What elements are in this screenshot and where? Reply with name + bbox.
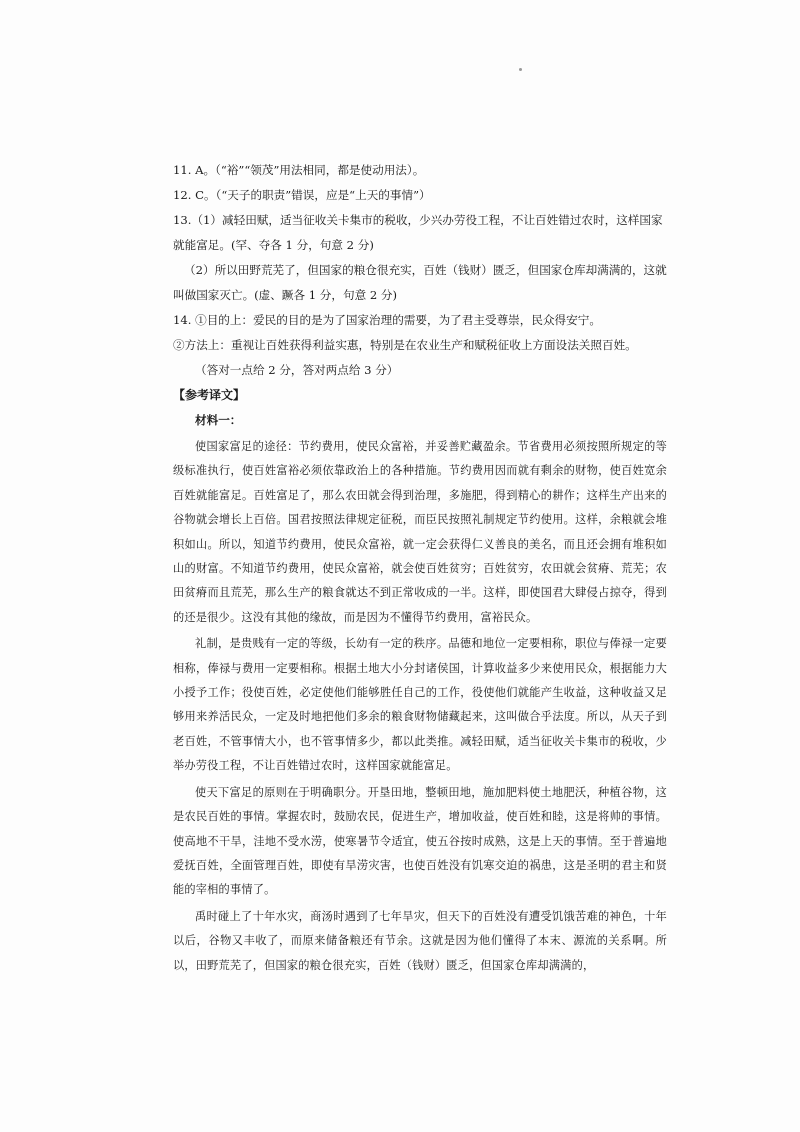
answer-11: 11. A。（“裕”“领茂”用法相同，都是使动用法）。: [173, 163, 425, 177]
translation-paragraph-3: 使天下富足的原则在于明确职分。开垦田地，整顿田地，施加肥料使土地肥沃，种植谷物，这是农民百姓的事情。掌握农时，鼓励农民，促进生产，增加收益，使百姓和睦，这是将帅的事情。使高地不干旱，洼地不受水涝，使寒暑节令适宜，使五谷按时成熟，这是上天的事情。至于普遍地爱抚百姓，全面管理百姓，即使有旱涝灾害，也使百姓没有饥寒交迫的祸患，这是圣明的君主和贤能的宰相的事情了。: [173, 785, 667, 897]
material-one-title: 材料一：: [195, 413, 242, 427]
scan-speck: [519, 68, 522, 71]
answer-13-2: （2）所以田野荒芜了，但国家的粮仓很充实，百姓（钱财）匮乏，但国家仓库却满满的，这就叫做国家灭亡。(虚、蹶各 1 分，句意 2 分): [173, 263, 667, 302]
reference-translation-title: 【参考译文】: [173, 388, 246, 402]
answer-14-1: 14. ①目的上：爱民的目的是为了国家治理的需要，为了君主受尊崇，民众得安宁。: [173, 313, 601, 327]
answer-13-1: 13.（1）减轻田赋，适当征收关卡集市的税收，少兴办劳役工程，不让百姓错过农时，这样国家就能富足。(罕、夺各 1 分，句意 2 分): [173, 213, 663, 252]
answer-14-2: ②方法上：重视让百姓获得利益实惠，特别是在农业生产和赋税征收上方面设法关照百姓。: [173, 338, 637, 352]
scoring-note: （答对一点给 2 分，答对两点给 3 分）: [195, 363, 399, 377]
translation-paragraph-1: 使国家富足的途径：节约费用，使民众富裕，并妥善贮藏盈余。节省费用必须按照所规定的等级标准执行，使百姓富裕必须依靠政治上的各种措施。节约费用因而就有剩余的财物，使百姓宽余百姓就能富足。百姓富足了，那么农田就会得到治理，多施肥，得到精心的耕作；这样生产出来的谷物就会增长上百倍。国君按照法律规定征税，而臣民按照礼制规定节约使用。这样，余粮就会堆积如山。所以，知道节约费用，使民众富裕，就一定会获得仁义善良的美名，而且还会拥有堆积如山的财富。不知道节约费用，使民众富裕，就会使百姓贫穷；百姓贫穷，农田就会贫瘠、荒芜；农田贫瘠而且荒芜，那么生产的粮食就达不到正常收成的一半。这样，即使国君大肆侵占掠夺，得到的还是很少。这没有其他的缘故，而是因为不懂得节约费用，富裕民众。: [173, 440, 667, 624]
answer-12: 12. C。（“天子的职责”错误，应是“上天的事情”）: [173, 188, 431, 202]
answer-content: [173, 158, 667, 978]
translation-paragraph-4: 禹时碰上了十年水灾，商汤时遇到了七年旱灾，但天下的百姓没有遭受饥饿苦难的神色，十年以后，谷物又丰收了，而原来储备粮还有节余。这就是因为他们懂得了本末、源流的关系啊。所以，田野荒芜了，但国家的粮仓很充实，百姓（钱财）匮乏，但国家仓库却满满的，: [173, 909, 667, 972]
translation-paragraph-2: 礼制，是贵贱有一定的等级，长幼有一定的秩序。品德和地位一定要相称，职位与俸禄一定要相称，俸禄与费用一定要相称。根据土地大小分封诸侯国，计算收益多少来使用民众，根据能力大小授予工作；役使百姓，必定使他们能够胜任自己的工作，役使他们就能产生收益，这种收益又足够用来养活民众，一定及时地把他们多余的粮食财物储藏起来，这叫做合乎法度。所以，从天子到老百姓，不管事情大小，也不管事情多少，都以此类推。减轻田赋，适当征收关卡集市的税收，少举办劳役工程，不让百姓错过农时，这样国家就能富足。: [173, 637, 667, 773]
